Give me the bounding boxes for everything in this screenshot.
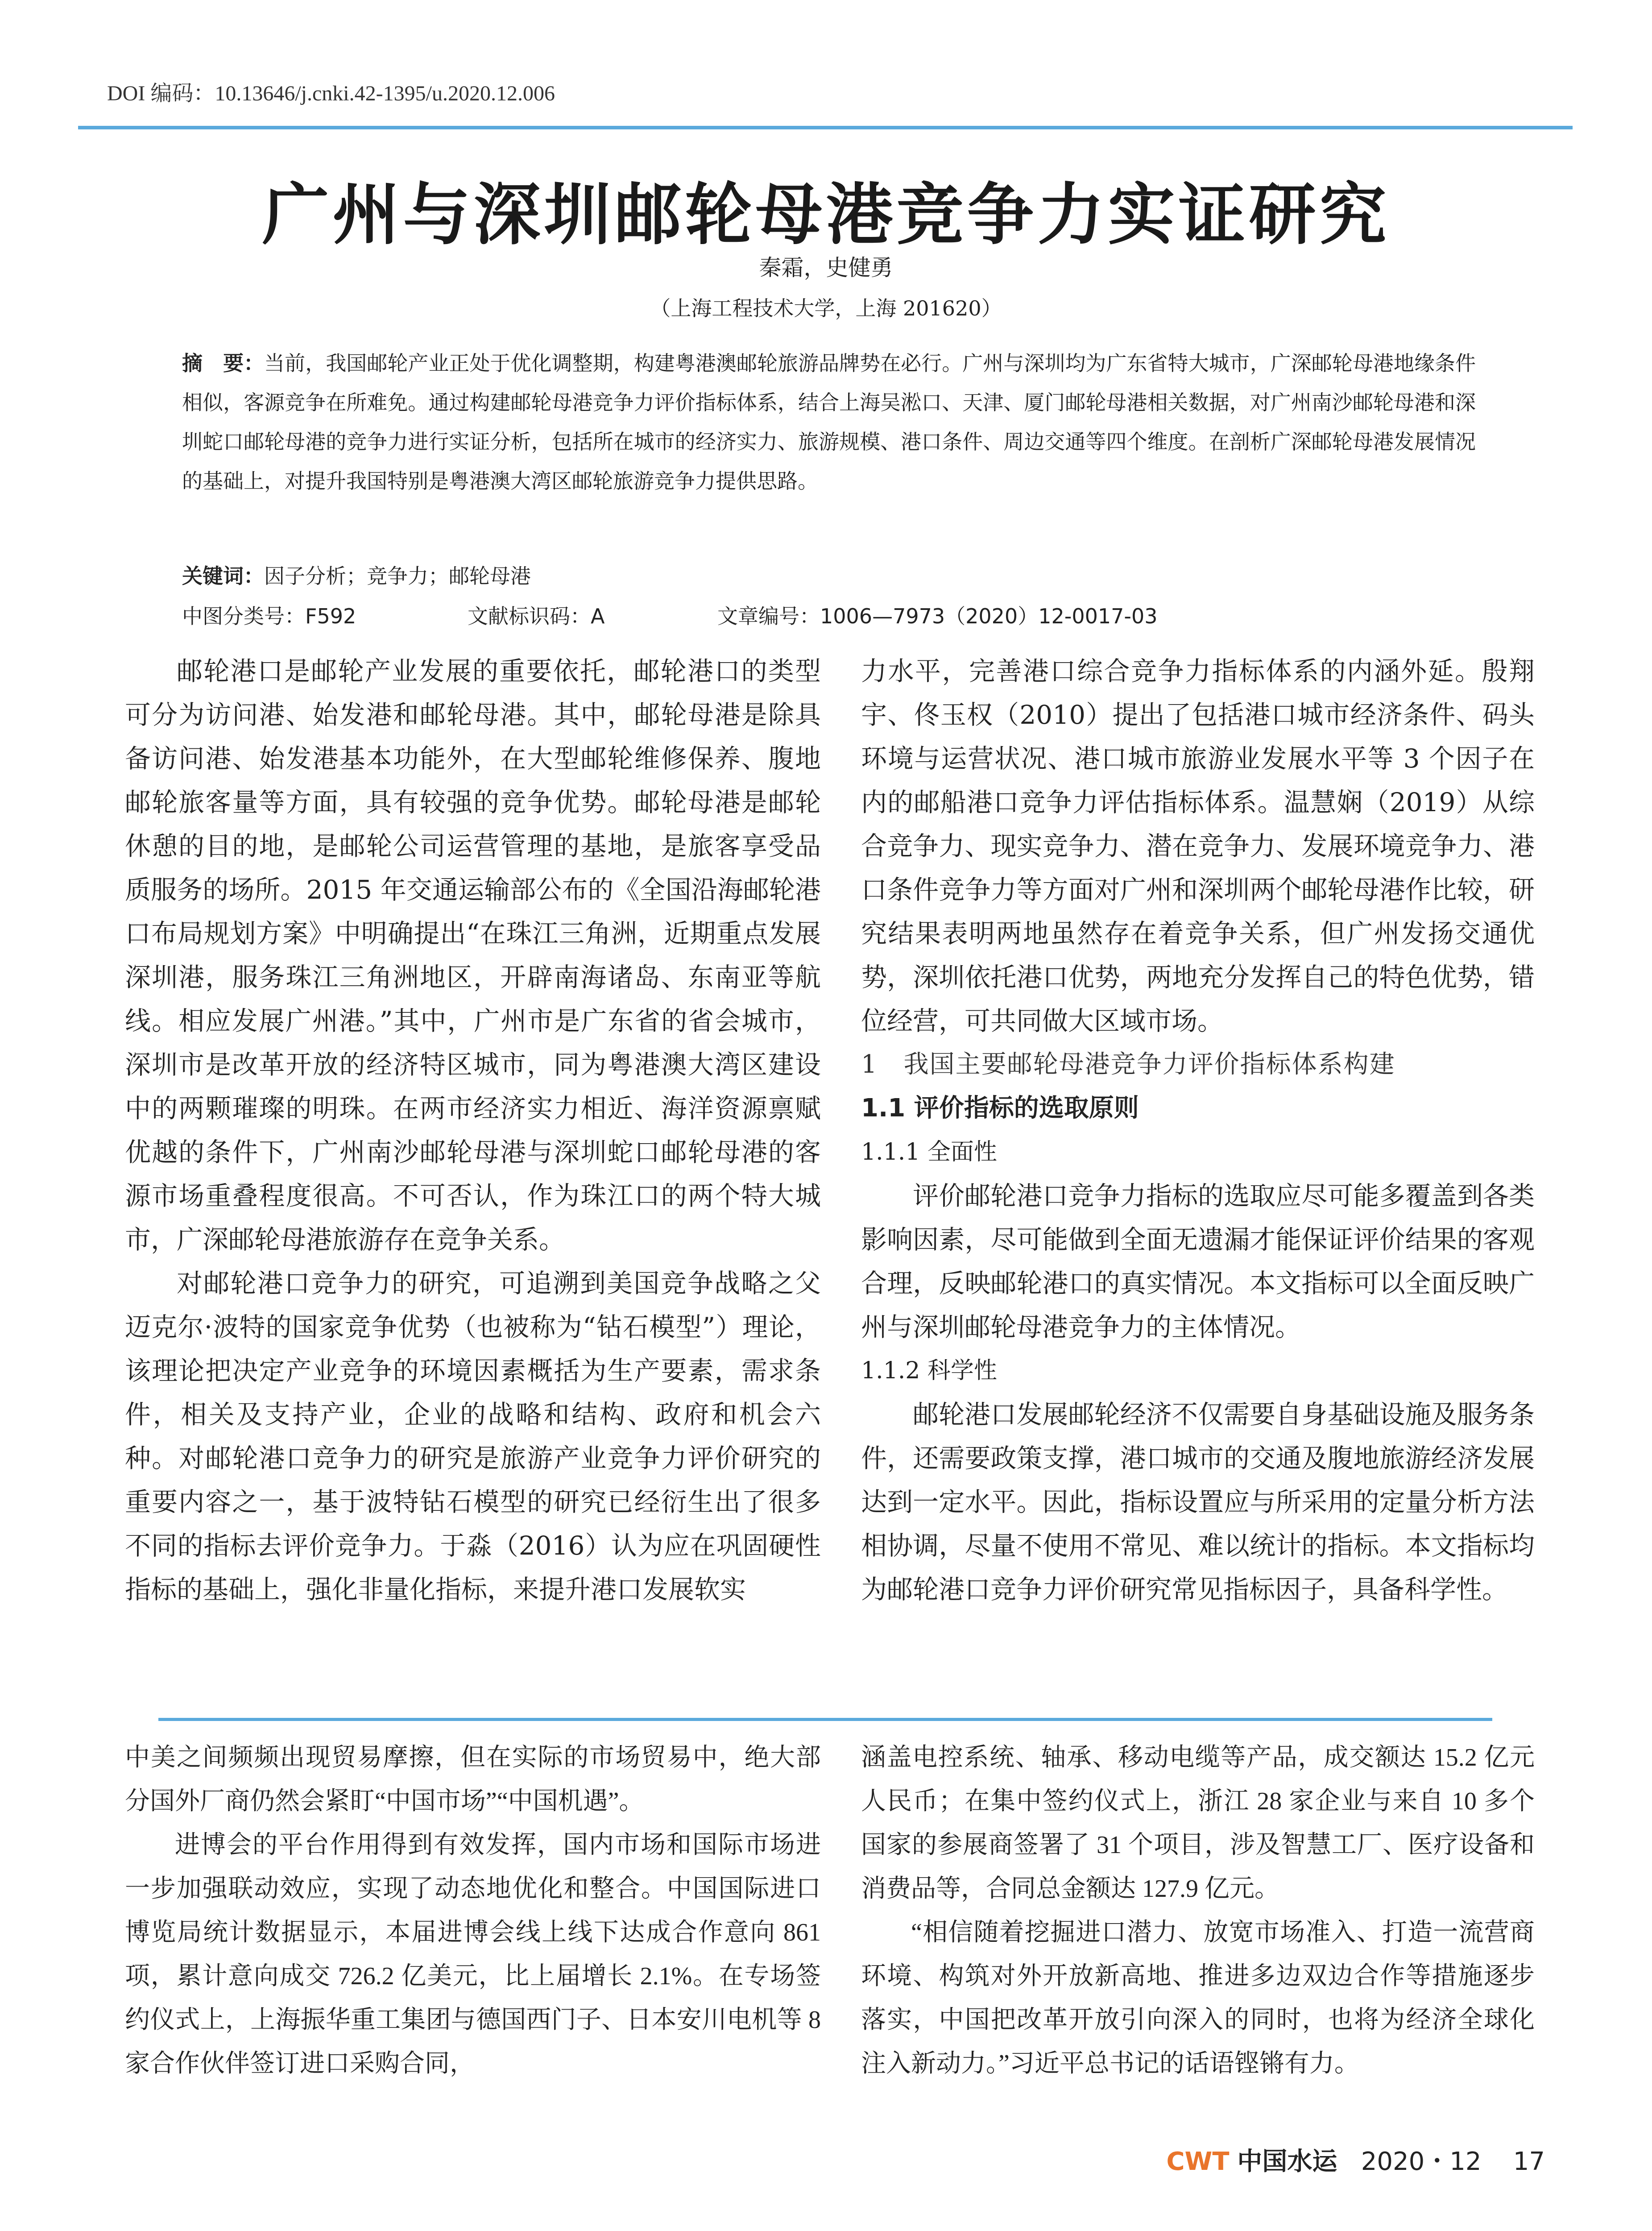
continued-column-left: [125, 1736, 821, 2086]
keywords-text: 因子分析；竞争力；邮轮母港: [264, 564, 531, 588]
doi-line: DOI 编码：10.13646/j.cnki.42-1395/u.2020.12.006: [107, 82, 555, 105]
body-column-right: [861, 649, 1535, 1611]
abstract: [182, 344, 1476, 501]
body-column-left: [125, 649, 821, 1611]
paragraph: 进博会的平台作用得到有效发挥，国内市场和国际市场进一步加强联动效应，实现了动态地优化和整合。中国国际进口博览局统计数据显示，本届进博会线上线下达成合作意向 861 项，累计意向成交 726.2 亿美元，比上届增长 2.1%。在专场签约仪式上，上海振华重工集团与德国西门子、日本安川电机等 8 家合作伙伴签订进口采购合同，: [125, 1831, 821, 2078]
page-footer: [1166, 2142, 1545, 2177]
page-number: 17: [1513, 2147, 1545, 2176]
paragraph: 涵盖电控系统、轴承、移动电缆等产品，成交额达 15.2 亿元人民币；在集中签约仪式上，浙江 28 家企业与来自 10 多个国家的参展商签署了 31 个项目，涉及智慧工厂、医疗设备和消费品等，合同总金额达 127.9 亿元。: [861, 1744, 1535, 1903]
journal-name: 中国水运: [1237, 2147, 1337, 2176]
keywords: [182, 560, 531, 589]
paper-title: 广州与深圳邮轮母港竞争力实证研究: [262, 175, 1390, 254]
issue-label: 2020・12: [1361, 2147, 1482, 2176]
paragraph: 对邮轮港口竞争力的研究，可追溯到美国竞争战略之父迈克尔·波特的国家竞争优势（也被称为“钻石模型”）理论，该理论把决定产业竞争的环境因素概括为生产要素，需求条件，相关及支持产业，企业的战略和结构、政府和机会六种。对邮轮港口竞争力的研究是旅游产业竞争力评价研究的重要内容之一，基于波特钻石模型的研究已经衍生出了很多不同的指标去评价竞争力。于淼（2016）认为应在巩固硬性指标的基础上，强化非量化指标，来提升港口发展软实: [125, 1268, 821, 1605]
subsection-heading: 1.1 评价指标的选取原则: [861, 1094, 1139, 1123]
paragraph: 邮轮港口发展邮轮经济不仅需要自身基础设施及服务条件，还需要政策支撑，港口城市的交通及腹地旅游经济发展达到一定水平。因此，指标设置应与所采用的定量分析方法相协调，尽量不使用不常见、难以统计的指标。本文指标均为邮轮港口竞争力评价研究常见指标因子，具备科学性。: [861, 1399, 1535, 1605]
document-code: 文献标识码：A: [468, 604, 605, 628]
article-divider: [158, 1718, 1492, 1721]
brand-logo: CWT: [1166, 2147, 1230, 2176]
section-heading: 1 我国主要邮轮母港竞争力评价指标体系构建: [861, 1050, 1395, 1079]
authors: 秦霜，史健勇: [759, 255, 893, 281]
clc-number: 中图分类号：F592: [182, 604, 356, 628]
paragraph: 评价邮轮港口竞争力指标的选取应尽可能多覆盖到各类影响因素，尽可能做到全面无遗漏才能保证评价结果的客观合理，反映邮轮港口的真实情况。本文指标可以全面反映广州与深圳邮轮母港竞争力的主体情况。: [861, 1181, 1535, 1342]
paragraph: 邮轮港口是邮轮产业发展的重要依托，邮轮港口的类型可分为访问港、始发港和邮轮母港。其中，邮轮母港是除具备访问港、始发港基本功能外，在大型邮轮维修保养、腹地邮轮旅客量等方面，具有较强的竞争优势。邮轮母港是邮轮休憩的目的地，是邮轮公司运营管理的基地，是旅客享受品质服务的场所。2015 年交通运输部公布的《全国沿海邮轮港口布局规划方案》中明确提出“在珠江三角洲，近期重点发展深圳港，服务珠江三角洲地区，开辟南海诸岛、东南亚等航线。相应发展广州港。”其中，广州市是广东省的省会城市，深圳市是改革开放的经济特区城市，同为粤港澳大湾区建设中的两颗璀璨的明珠。在两市经济实力相近、海洋资源禀赋优越的条件下，广州南沙邮轮母港与深圳蛇口邮轮母港的客源市场重叠程度很高。不可否认，作为珠江口的两个特大城市，广深邮轮母港旅游存在竞争关系。: [125, 656, 821, 1255]
subsubsection-heading: 1.1.1 全面性: [861, 1139, 997, 1165]
affiliation: （上海工程技术大学，上海 201620）: [650, 296, 1002, 320]
article-number: 文章编号：1006—7973（2020）12-0017-03: [717, 604, 1158, 628]
abstract-text: 当前，我国邮轮产业正处于优化调整期，构建粤港澳邮轮旅游品牌势在必行。广州与深圳均为广东省特大城市，广深邮轮母港地缘条件相似，客源竞争在所难免。通过构建邮轮母港竞争力评价指标体系，结合上海吴淞口、天津、厦门邮轮母港相关数据，对广州南沙邮轮母港和深圳蛇口邮轮母港的竞争力进行实证分析，包括所在城市的经济实力、旅游规模、港口条件、周边交通等四个维度。在剖析广深邮轮母港发展情况的基础上，对提升我国特别是粤港澳大湾区邮轮旅游竞争力提供思路。: [182, 351, 1476, 493]
continued-column-right: [861, 1736, 1535, 2086]
paragraph: 中美之间频频出现贸易摩擦，但在实际的市场贸易中，绝大部分国外厂商仍然会紧盯“中国市场”“中国机遇”。: [125, 1744, 821, 1815]
classification-line: [182, 600, 1476, 630]
subsubsection-heading: 1.1.2 科学性: [861, 1357, 997, 1384]
paragraph: “相信随着挖掘进口潜力、放宽市场准入、打造一流营商环境、构筑对外开放新高地、推进多边双边合作等措施逐步落实，中国把改革开放引向深入的同时，也将为经济全球化注入新动力。”习近平总书记的话语铿锵有力。: [861, 1919, 1535, 2078]
header-rule: [78, 126, 1573, 129]
keywords-label: 关键词：: [182, 564, 264, 588]
abstract-label: 摘 要：: [182, 351, 265, 375]
paragraph: 力水平，完善港口综合竞争力指标体系的内涵外延。殷翔宇、佟玉权（2010）提出了包括港口城市经济条件、码头环境与运营状况、港口城市旅游业发展水平等 3 个因子在内的邮船港口竞争力评估指标体系。温慧娴（2019）从综合竞争力、现实竞争力、潜在竞争力、发展环境竞争力、港口条件竞争力等方面对广州和深圳两个邮轮母港作比较，研究结果表明两地虽然存在着竞争关系，但广州发扬交通优势，深圳依托港口优势，两地充分发挥自己的特色优势，错位经营，可共同做大区域市场。: [861, 656, 1535, 1036]
